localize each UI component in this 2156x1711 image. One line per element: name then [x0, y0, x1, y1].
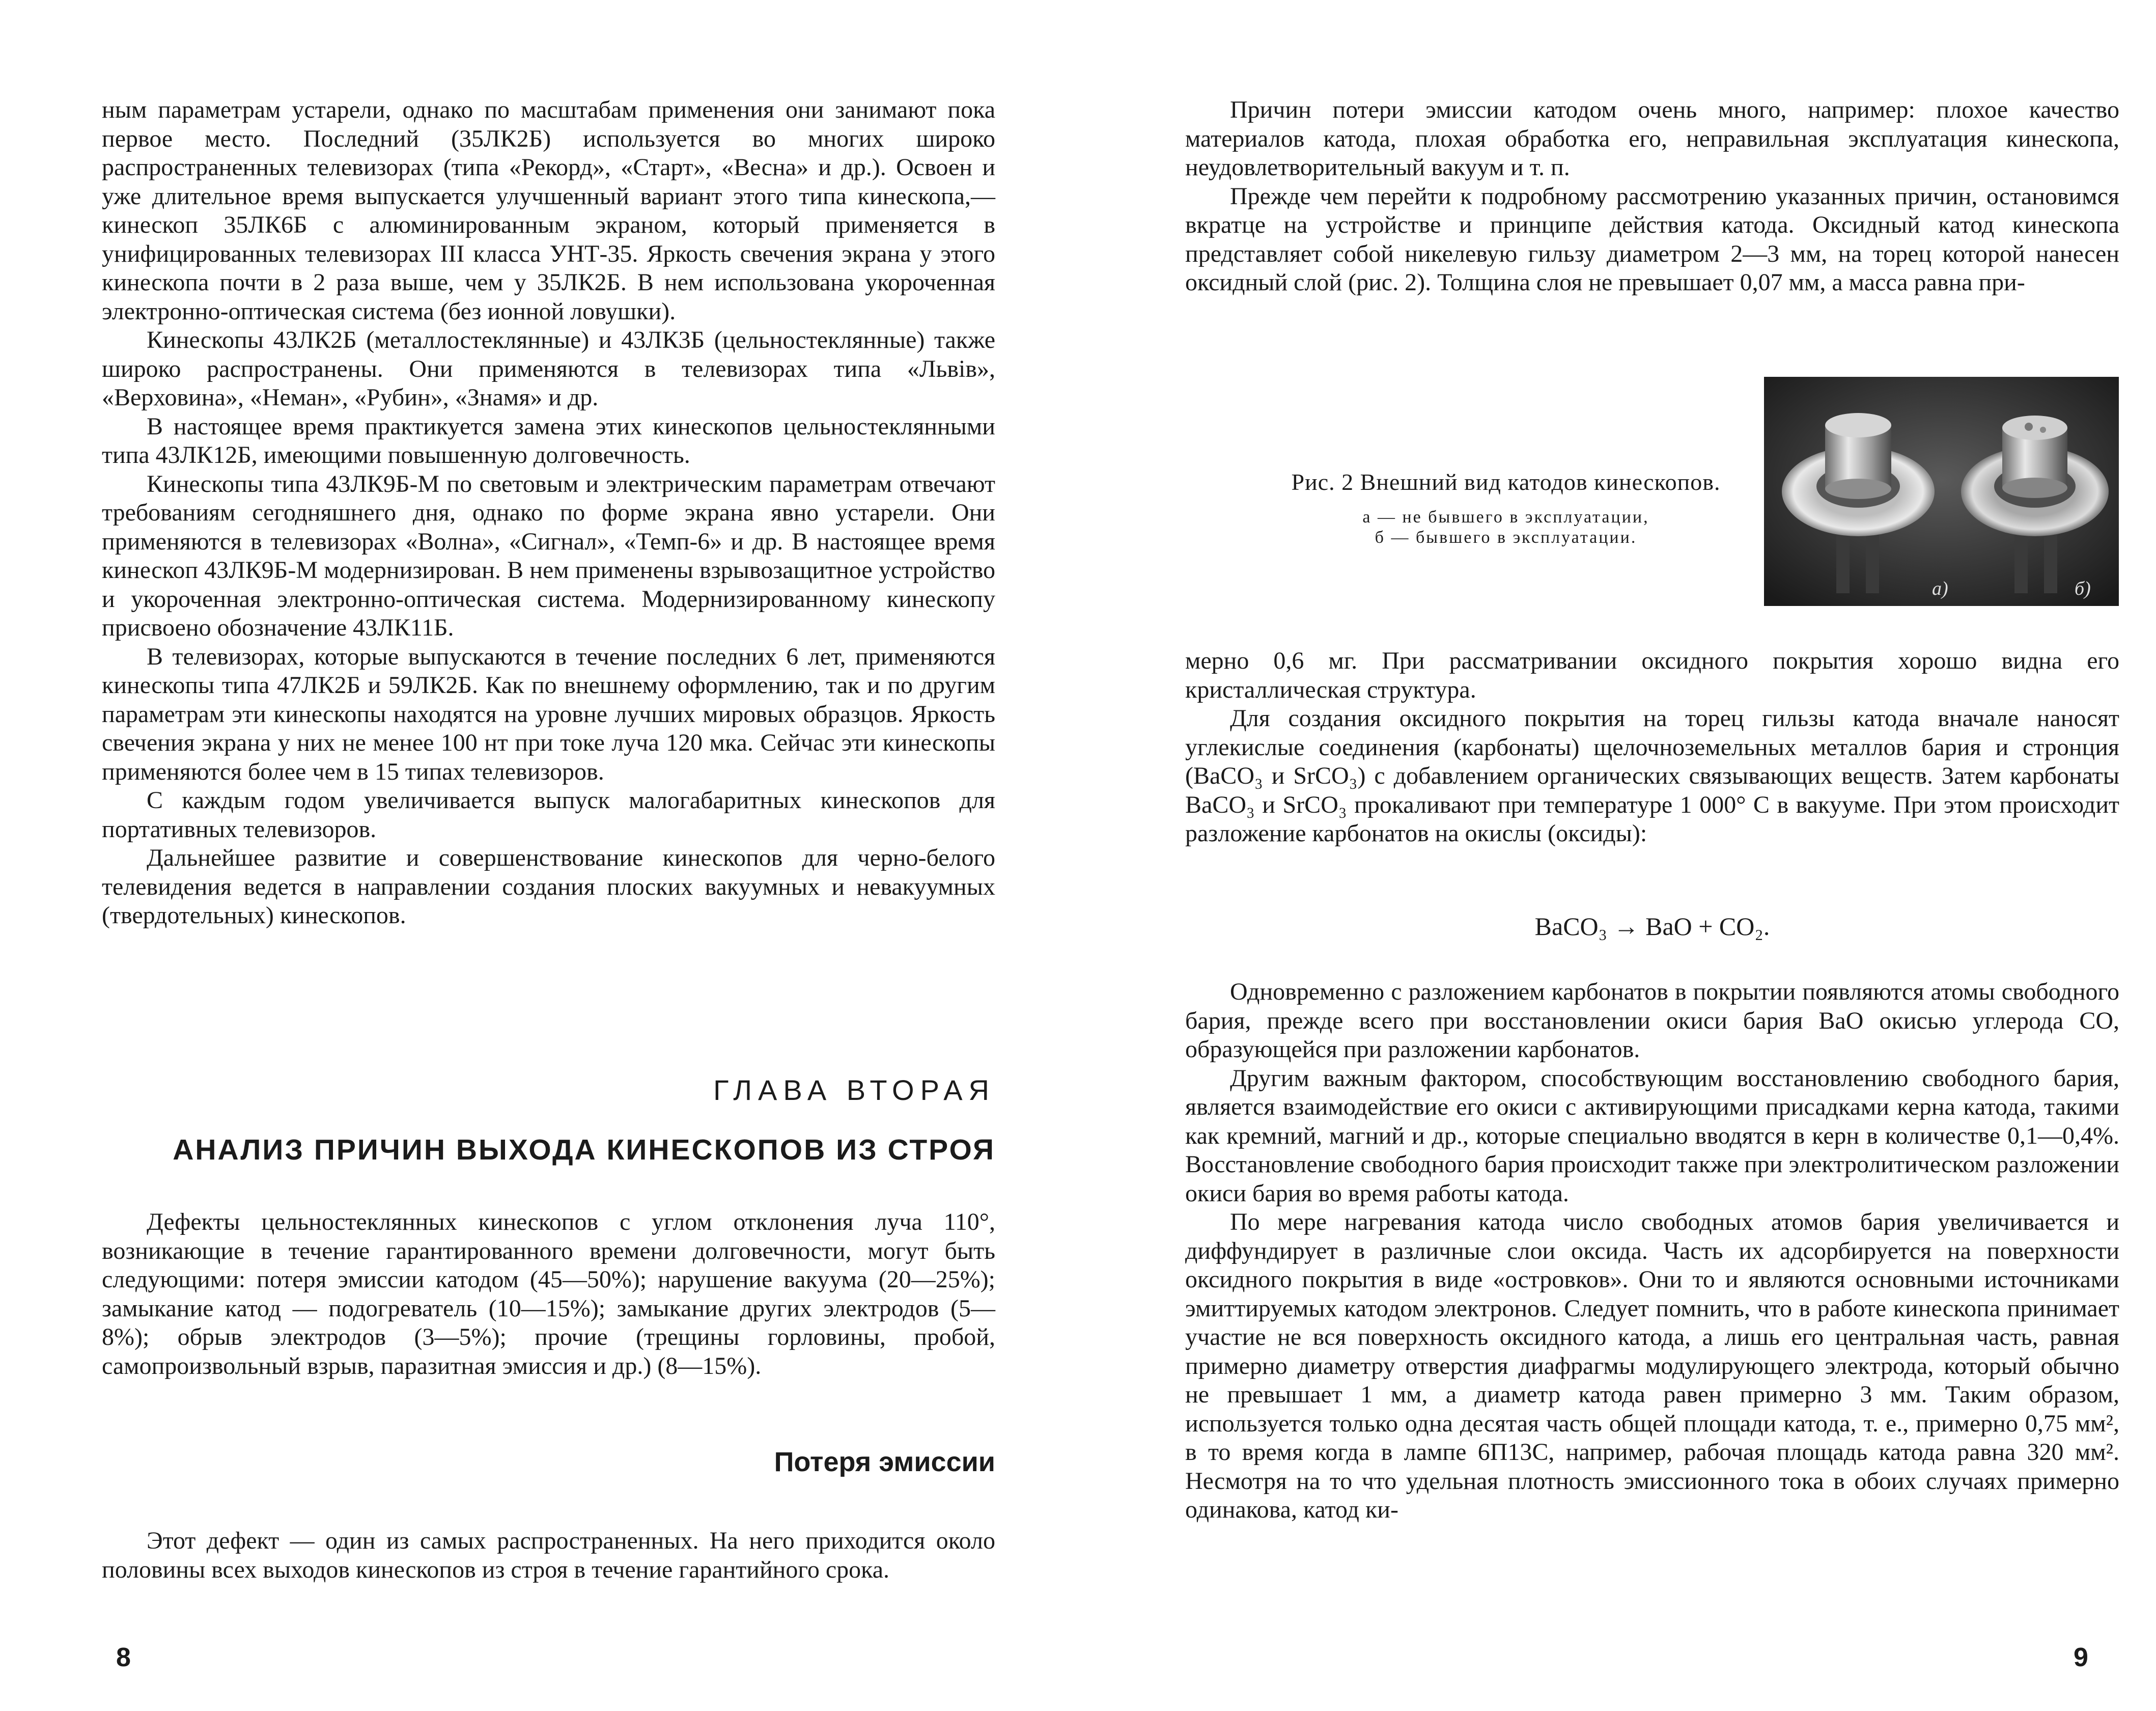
right-page	[1078, 0, 2156, 1711]
figure-caption	[1272, 468, 1740, 548]
paragraph: мерно 0,6 мг. При рассматривании оксидного покрытия хорошо видна его кристаллическая структура.	[1185, 647, 2119, 703]
paragraph: Другим важным фактором, способствующим восстановлению свободного бария, является взаимодействие его окиси с активирующими присадками керна катода, такими как кремний, магний и др., которые специально вводятся в керн в количестве 0,1—0,4%. Восстановление свободного бария происходит также при электролитическом разложении окиси бария во время работы катода.	[1185, 1064, 2119, 1207]
cathode-photo	[1764, 377, 2119, 606]
figure-2	[1185, 377, 2119, 611]
paragraph: В настоящее время практикуется замена этих кинескопов цельностеклянными типа 43ЛК12Б, имеющими повышенную долговечность.	[102, 412, 995, 468]
section-title: Потеря эмиссии	[774, 1447, 995, 1477]
photo-label-b: б)	[2075, 578, 2091, 599]
photo-label-a: а)	[1932, 578, 1948, 599]
paragraph: Причин потери эмиссии катодом очень много, например: плохое качество материалов катода, плохая обработка его, неправильная эксплуатация кинескопа, неудовлетворительный вакуум и т. п.	[1185, 96, 2119, 181]
figure-legend	[1272, 507, 1740, 548]
left-body-text	[102, 96, 995, 930]
figure-legend-b: б — бывшего в эксплуатации.	[1375, 528, 1637, 547]
defects-section	[102, 1208, 995, 1381]
chapter-title: АНАЛИЗ ПРИЧИН ВЫХОДА КИНЕСКОПОВ ИЗ СТРОЯ	[173, 1134, 995, 1166]
formula: BaCO₃ → BaO + CO₂.	[1534, 912, 1770, 941]
paragraph: Дефекты цельностеклянных кинескопов с углом отклонения луча 110°, возникающие в течение гарантированного времени долговечности, могут быть следующими: потеря эмиссии катодом (45—50%); нарушение вакуума (20—25%); замыкание катод — подогреватель (10—15%); замыкание других электродов (5—8%); обрыв электродов (3—5%); прочие (трещины горловины, пробой, самопроизвольный взрыв, паразитная эмиссия и др.) (8—15%).	[102, 1208, 995, 1379]
paragraph: С каждым годом увеличивается выпуск малогабаритных кинескопов для портативных телевизоров.	[102, 787, 995, 843]
paragraph: По мере нагревания катода число свободных атомов бария увеличивается и диффундирует в различные слои оксида. Часть их адсорбируется на поверхности оксидного покрытия в виде «островков». Они то и являются основными источниками эмиттируемых катодом электронов. Следует помнить, что в работе кинескопа принимает участие не вся поверхность оксидного катода, а лишь его центральная часть, равная примерно диаметру отверстия диафрагмы модулирующего электрода, который обычно не превышает 1 мм, а диаметр катода равен примерно 3 мм. Таким образом, используется только одна десятая часть общей площади катода, т. е., примерно 0,75 мм², в то время когда в лампе 6П13С, например, рабочая площадь катода равна 320 мм². Несмотря на то что удельная плотность эмиссионного тока в обоих случаях примерно одинакова, катод ки-	[1185, 1208, 2119, 1523]
paragraph: В телевизорах, которые выпускаются в течение последних 6 лет, применяются кинескопы типа 47ЛК2Б и 59ЛК2Б. Как по внешнему оформлению, так и по другим параметрам эти кинескопы находятся на уровне лучших мировых образцов. Яркость свечения экрана у них не менее 100 нт при токе луча 120 мка. Сейчас эти кинескопы применяются более чем в 15 типах телевизоров.	[102, 643, 995, 785]
paragraph: Одновременно с разложением карбонатов в покрытии появляются атомы свободного бария, прежде всего при восстановлении окиси бария BaO окисью углерода CO, образующейся при разложении карбонатов.	[1185, 978, 2119, 1063]
paragraph: Дальнейшее развитие и совершенствование кинескопов для черно-белого телевидения ведется в направлении создания плоских вакуумных и невакуумных (твердотельных) кинескопов.	[102, 844, 995, 929]
left-page	[0, 0, 1064, 1711]
paragraph: Прежде чем перейти к подробному рассмотрению указанных причин, остановимся вкратце на устройстве и принципе действия катода. Оксидный катод кинескопа представляет собой никелевую гильзу диаметром 2—3 мм, на торец которой нанесен оксидный слой (рис. 2). Толщина слоя не превышает 0,07 мм, а масса равна при-	[1185, 182, 2119, 296]
paragraph: Для создания оксидного покрытия на торец гильзы катода вначале наносят углекислые соединения (карбонаты) щелочноземельных металлов бария и стронция (BaCO₃ и SrCO₃) с добавлением органических связывающих веществ. Затем карбонаты BaCO₃ и SrCO₃ прокаливают при температуре 1 000° С в вакууме. При этом происходит разложение карбонатов на окислы (оксиды):	[1185, 705, 2119, 847]
paragraph: Кинескопы 43ЛК2Б (металлостеклянные) и 43ЛК3Б (цельностеклянные) также широко распространены. Они применяются в телевизорах типа «Львів», «Верховина», «Неман», «Рубин», «Знамя» и др.	[102, 326, 995, 411]
right-bottom-text	[1185, 978, 2119, 1525]
figure-title: Рис. 2 Внешний вид катодов кинескопов.	[1291, 469, 1721, 495]
paragraph: Этот дефект — один из самых распространенных. На него приходится около половины всех выходов кинескопов из строя в течение гарантийного срока.	[102, 1527, 995, 1583]
paragraph: ным параметрам устарели, однако по масштабам применения они занимают пока первое место. Последний (35ЛК2Б) используется во многих широко распространенных телевизорах (типа «Рекорд», «Старт», «Весна» и др.). Освоен и уже длительное время выпускается улучшенный вариант этого типа кинескопа,— кинескоп 35ЛК6Б с алюминированным экраном, который применяется в унифицированных телевизорах III класса УНТ-35. Яркость свечения экрана у этого кинескопа почти в 2 раза выше, чем у 35ЛК2Б. В нем использована укороченная электронно-оптическая система (без ионной ловушки).	[102, 96, 995, 325]
page-number: 9	[2074, 1643, 2088, 1672]
figure-legend-a: а — не бывшего в эксплуатации,	[1362, 508, 1649, 527]
chapter-label: ГЛАВА ВТОРАЯ	[713, 1074, 995, 1106]
right-top-text	[1185, 96, 2119, 297]
paragraph: Кинескопы типа 43ЛК9Б-М по световым и электрическим параметрам отвечают требованиям сегодняшнего дня, однако по форме экрана явно устарели. Они применяются в телевизорах «Волна», «Сигнал», «Темп-6» и др. В настоящее время кинескоп 43ЛК9Б-М модернизирован. В нем применены взрывозащитное устройство и укороченная электронно-оптическая система. Модернизированному кинескопу присвоено обозначение 43ЛК11Б.	[102, 470, 995, 641]
right-middle-text	[1185, 647, 2119, 848]
emission-section	[102, 1527, 995, 1584]
page-number: 8	[116, 1643, 131, 1672]
